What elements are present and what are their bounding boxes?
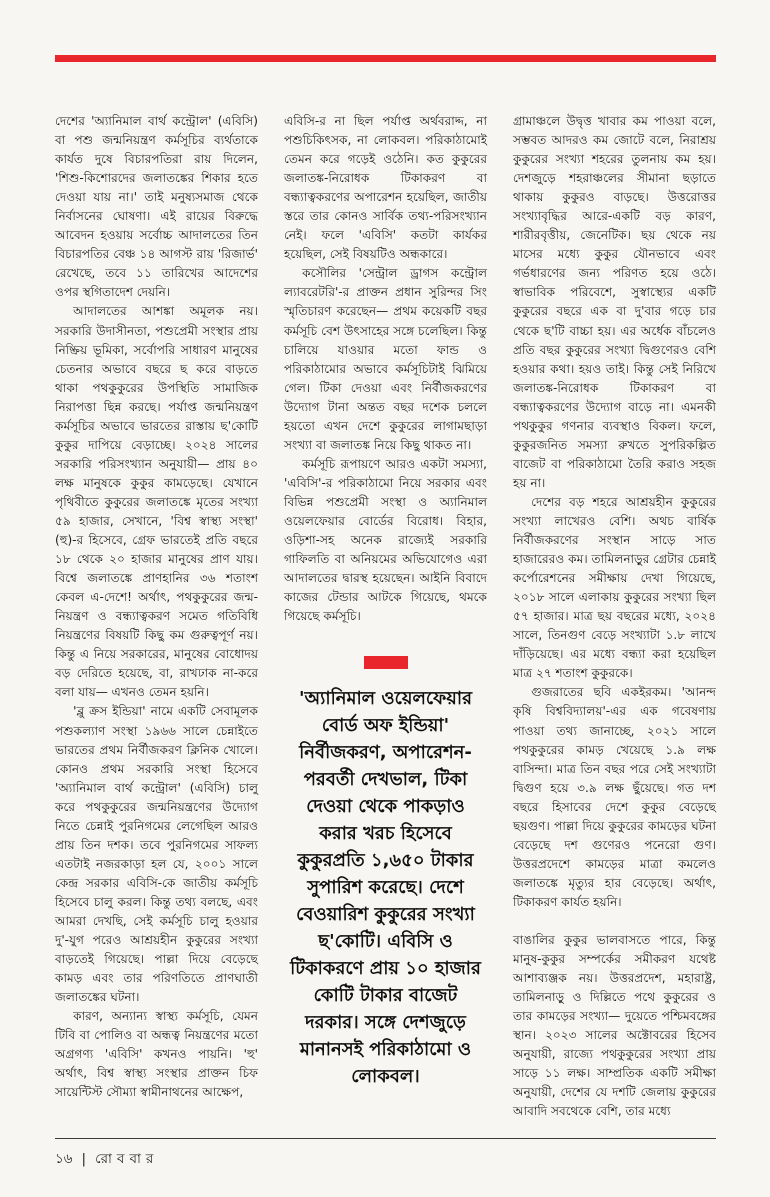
page-number: ১৬ [55, 1151, 73, 1167]
pullquote [284, 656, 487, 1090]
body-paragraph: বাঙালির কুকুর ভালবাসতে পারে, কিন্তু মানুষ-কুকুর সম্পর্কের সমীকরণ যথেষ্ট আশাব্যঞ্জক নয়। উত্তরপ্রদেশ, মহারাষ্ট্র, তামিলনাড়ু ও দিল্লিতে পথে কুকুরের ও তার কামড়ের সংখ্যা— দুয়েতে পশ্চিমবঙ্গের স্থান। ২০২৩ সালের অক্টোবরের হিসেব অনুযায়ী, রাজ্যে পথকুকুরের সংখ্যা প্রায় সাড়ে ১১ লক্ষ। সাম্প্রতিক একটি সমীক্ষা অনুযায়ী, দেশের যে দশটি জেলায় কুকুরের আবাদি সবথেকে বেশি, তার মধ্যে [513, 932, 716, 1119]
body-paragraph: গ্রামাঞ্চলে উদ্বৃত্ত খাবার কম পাওয়া বলে, সম্ভবত আদরও কম জোটে বলে, নিরাশ্রয় কুকুরের সংখ্যা শহরের তুলনায় কম হয়। দেশজুড়ে শহরাঞ্চলের সীমানা ছড়াতে থাকায় কুকুরও বাড়ছে। উত্তরোত্তর সংখ্যাবৃদ্ধির আরে-একটি বড় কারণ, শারীরবৃত্তীয়, জেনেটিক। ছয় থেকে নয় মাসের মধ্যে কুকুর যৌনভাবে এবং গর্ভধারণের জন্য পরিণত হয়ে ওঠে। স্বাভাবিক পরিবেশে, সুস্বাস্থ্যের একটি কুকুরের বছরে এক বা দু'বার গড়ে চার থেকে ছ'টি বাচ্চা হয়। এর অর্ধেক বাঁচলেও প্রতি বছর কুকুরের সংখ্যা দ্বিগুণেরও বেশি হওয়ার কথা। হয়ও তাই। কিন্তু সেই নিরিখে জলাতঙ্ক-নিরোধক টিকাকরণ বা বন্ধ্যাত্বকরণের উদ্যোগ বাড়ে না। এমনকী পথকুকুর গণনার ব্যবস্থাও বিকল। ফলে, কুকুরজনিত সমস্যা রুখতে সুপরিকল্পিত বাজেট বা পরিকাঠামো তৈরি করাও সহজ হয় না। [513, 114, 716, 490]
masthead-title: রোববার [95, 1151, 159, 1167]
body-paragraph: 'ব্লু ক্রস ইন্ডিয়া' নামে একটি সেবামূলক পশুকল্যাণ সংস্থা ১৯৬৬ সালে চেন্নাইতে ভারতের প্রথম নির্বীজকরণ ক্লিনিক খোলে। কোনও প্রথম সরকারি সংস্থা হিসেবে 'অ্যানিমাল বার্থ কন্ট্রোল' (এবিসি) চালু করে পথকুকুরের জন্মনিয়ন্ত্রণের উদ্যোগ নিতে চেন্নাই পুরনিগমের লেগেছিল আরও প্রায় তিন দশক। তবে পুরনিগমের সাফল্য এতটাই নজরকাড়া হল যে, ২০০১ সালে কেন্দ্র সরকার এবিসি-কে জাতীয় কর্মসূচি হিসেবে চালু করল। কিন্তু তথ্য বলছে, এবং আমরা দেখছি, সেই কর্মসূচি চালু হওয়ার দু'-যুগ পরেও আশ্রয়হীন কুকুরের সংখ্যা বাড়তেই গিয়েছে। পাল্লা দিয়ে বেড়েছে কামড় এবং তার পরিণতিতে প্রাণঘাতী জলাতঙ্কের ঘটনা। [55, 704, 258, 1005]
article-body [55, 112, 716, 1121]
pullquote-marker [364, 656, 408, 669]
article-column-1 [55, 112, 258, 1121]
top-red-rule [55, 55, 716, 62]
pullquote-text: 'অ্যানিমাল ওয়েলফেয়ার বোর্ড অফ ইন্ডিয়া' নির্বীজকরণ, অপারেশন-পরবর্তী দেখভাল, টিকা দেওয়া থেকে পাকড়াও করার খরচ হিসেবে কুকুরপ্রতি ১,৬৫০ টাকার সুপারিশ করেছে। দেশে বেওয়ারিশ কুকুরের সংখ্যা ছ'কোটি। এবিসি ও টিকাকরণে প্রায় ১০ হাজার কোটি টাকার বাজেট দরকার। সঙ্গে দেশজুড়ে মানানসই পরিকাঠামো ও লোকবল। [290, 688, 481, 1088]
body-paragraph: দেশের 'অ্যানিমাল বার্থ কন্ট্রোল' (এবিসি) বা পশু জন্মনিয়ন্ত্রণ কর্মসূচির ব্যর্থতাকে কার্যত দুষে বিচারপতিরা রায় দিলেন, 'শিশু-কিশোরদের জলাতঙ্কের শিকার হতে দেওয়া যায় না।' তাই মনুষ্যসমাজ থেকে নির্বাসনের ঘোষণা। এই রায়ের বিরুদ্ধে আবেদন হওয়ায় সর্বোচ্চ আদালতের তিন বিচারপতির বেঞ্চ ১৪ আগস্ট রায় 'রিজার্ভ' রেখেছে, তবে ১১ তারিখের আদেশের ওপর স্থগিতাদেশ দেয়নি। [55, 114, 258, 300]
footer-rule [55, 1138, 716, 1139]
body-paragraph: দেশের বড় শহরে আশ্রয়হীন কুকুরের সংখ্যা লাখেরও বেশি। অথচ বার্ষিক নির্বীজকরণের সংস্থান সাড়ে সাত হাজারেরও কম। তামিলনাড়ুর গ্রেটার চেন্নাই কর্পোরেশনের সমীক্ষায় দেখা গিয়েছে, ২০১৮ সালে এলাকায় কুকুরের সংখ্যা ছিল ৫৭ হাজার। মাত্র ছয় বছরের মধ্যে, ২০২৪ সালে, তিনগুণ বেড়ে সংখ্যাটা ১.৮ লাখে দাঁড়িয়েছে। এর মধ্যে বন্ধ্যা করা হয়েছিল মাত্র ২৭ শতাংশ কুকুরকে। [513, 494, 716, 681]
body-paragraph: কারণ, অন্যান্য স্বাস্থ্য কর্মসূচি, যেমন টিবি বা পোলিও বা অন্ধত্ব নিয়ন্ত্রণের মতো অগ্রগণ্য 'এবিসি' কখনও পায়নি। 'হু' অর্থাৎ, বিশ্ব স্বাস্থ্য সংস্থার প্রাক্তন চিফ সায়েন্টিস্ট সৌম্যা স্বামীনাথনের আক্ষেপ, [55, 1009, 258, 1100]
body-paragraph: আদালতের আশঙ্কা অমূলক নয়। সরকারি উদাসীনতা, পশুপ্রেমী সংস্থার প্রায় নিষ্ক্রিয় ভূমিকা, সর্বোপরি সাধারণ মানুষের চেতনার অভাবে বছরে ছ করে বাড়তে থাকা পথকুকুরের উপস্থিতি সামাজিক নিরাপত্তা ছিন্ন করছে। পর্যাপ্ত জন্মনিয়ন্ত্রণ কর্মসূচির অভাবে ভারতের রাস্তায় ছ'কোটি কুকুর দাপিয়ে বেড়াচ্ছে। ২০২৪ সালের সরকারি পরিসংখ্যান অনুযায়ী— প্রায় ৪০ লক্ষ মানুষকে কুকুর কামড়েছে। যেখানে পৃথিবীতে কুকুরের জলাতঙ্কে মৃতের সংখ্যা ৫৯ হাজার, সেখানে, 'বিশ্ব স্বাস্থ্য সংস্থা' (হু)-র হিসেবে, গ্রেফ ভারতেই প্রতি বছরে ১৮ থেকে ২০ হাজার মানুষের প্রাণ যায়। বিশ্বে জলাতঙ্কে প্রাণহানির ৩৬ শতাংশ কেবল এ-দেশে! অর্থাৎ, পথকুকুরের জন্ম-নিয়ন্ত্রণ ও বন্ধ্যাত্বকরণ সমেত গতিবিধি নিয়ন্ত্রণের বিষয়টি কিছু কম গুরুত্বপূর্ণ নয়। কিন্তু এ নিয়ে সরকারের, মানুষের বোধোদয় বড় দেরিতে হয়েছে, বা, রাখঢাক না-করে বলা যায়— এখনও তেমন হয়নি। [55, 304, 258, 700]
footer-line [55, 1148, 716, 1171]
body-paragraph: গুজরাতের ছবি একইরকম। 'আনন্দ কৃষি বিশ্ববিদ্যালয়'-এর এক গবেষণায় পাওয়া তথ্য জানাচ্ছে, ২০২১ সালে পথকুকুরের কামড় খেয়েছে ১.৯ লক্ষ বাসিন্দা। মাত্র তিন বছর পরে সেই সংখ্যাটা দ্বিগুণ হয়ে ৩.৯ লক্ষ ছুঁয়েছে। গত দশ বছরে হিসাবের দেশে কুকুর বেড়েছে ছয়গুণ। পাল্লা দিয়ে কুকুরের কামড়ের ঘটনা বেড়েছে দশ গুণেরও পনেরো গুণ। উত্তরপ্রদেশে কামড়ের মাত্রা কমলেও জলাতঙ্কে মৃত্যুর হার বেড়েছে। অর্থাৎ, টিকাকরণ কার্যত হয়নি। [513, 685, 716, 909]
footer-separator: | [81, 1151, 87, 1167]
page-footer [55, 1138, 716, 1171]
article-column-3 [513, 112, 716, 1121]
body-paragraph: এবিসি-র না ছিল পর্যাপ্ত অর্থবরাদ্দ, না পশুচিকিৎসক, না লোকবল। পরিকাঠামোই তেমন করে গড়েই ওঠেনি। কত কুকুরের জলাতঙ্ক-নিরোধক টিকাকরণ বা বন্ধ্যাত্বকরণের অপারেশন হয়েছিল, জাতীয় স্তরে তার কোনও সার্বিক তথ্য-পরিসংখ্যান নেই। ফলে 'এবিসি' কতটা কার্যকর হয়েছিল, সেই বিষয়টিও অন্ধকারে। [284, 114, 487, 262]
body-paragraph: কর্মসূচি রূপায়ণে আরও একটা সমস্যা, 'এবিসি'-র পরিকাঠামো নিয়ে সরকার এবং বিভিন্ন পশুপ্রেমী সংস্থা ও অ্যানিমাল ওয়েলফেয়ার বোর্ডের বিরোধ। বিহার, ওড়িশা-সহ অনেক রাজ্যেই সরকারি গাফিলতি বা অনিয়মের অভিযোগেও এরা আদালতের দ্বারস্থ হয়েছেন। আইনি বিবাদে কাজের টেন্ডার আটকে গিয়েছে, থমকে গিয়েছে কর্মসূচি। [284, 456, 487, 624]
article-column-2 [284, 112, 487, 1121]
body-paragraph: কসৌলির 'সেন্ট্রাল ড্রাগস কন্ট্রোল ল্যাবরেটরি'-র প্রাক্তন প্রধান সুরিন্দর সিং স্মৃতিচারণ করেছেন— প্রথম কয়েকটি বছর কর্মসূচি বেশ উৎসাহের সঙ্গে চলেছিল। কিন্তু চালিয়ে যাওয়ার মতো ফান্ড ও পরিকাঠামোর অভাবে কর্মসূচিটাই ঝিমিয়ে গেল। টিকা দেওয়া এবং নির্বীজকরণের উদ্যোগ টানা অন্তত বছর দশেক চললে হয়তো এখন দেশে কুকুরের লাগামছাড়া সংখ্যা বা জলাতঙ্ক নিয়ে কিছু থাকত না। [284, 266, 487, 452]
